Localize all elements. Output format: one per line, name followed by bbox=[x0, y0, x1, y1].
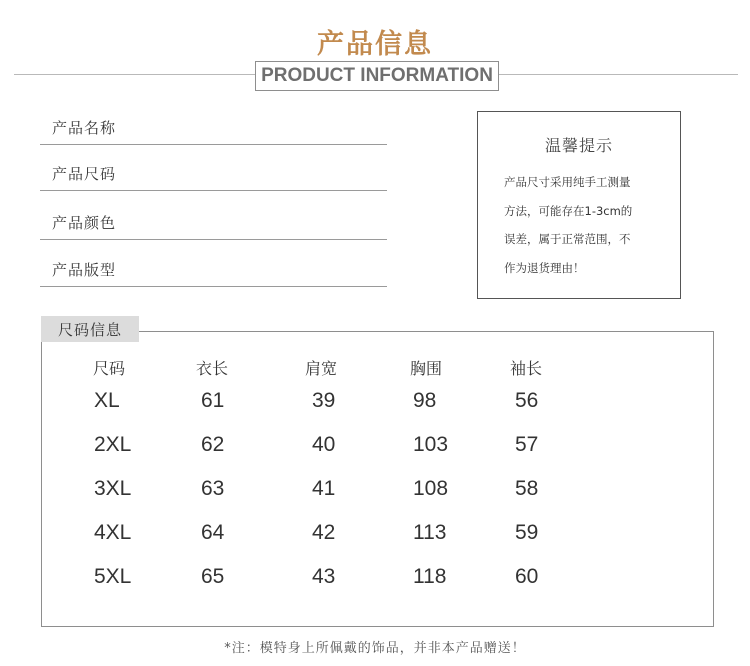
size-table-label: 尺码信息 bbox=[41, 316, 139, 342]
column-header-sleeve: 袖长 bbox=[510, 359, 543, 378]
column-header-length: 衣长 bbox=[196, 359, 229, 378]
table-cell: 56 bbox=[515, 389, 539, 412]
table-cell: 39 bbox=[312, 389, 336, 412]
table-cell: 43 bbox=[312, 565, 336, 588]
tip-line: 产品尺寸采用纯手工测量 bbox=[504, 175, 631, 189]
size-table-top-border bbox=[139, 331, 714, 332]
column-header-shoulder: 肩宽 bbox=[305, 359, 338, 378]
table-cell: 98 bbox=[413, 389, 437, 412]
tip-line: 作为退货理由！ bbox=[504, 261, 585, 275]
field-product-name bbox=[40, 98, 387, 145]
field-label: 产品版型 bbox=[52, 261, 117, 279]
table-cell: 62 bbox=[201, 433, 225, 456]
table-cell: 63 bbox=[201, 477, 225, 500]
table-cell: 57 bbox=[515, 433, 539, 456]
field-product-size bbox=[40, 144, 387, 191]
page-subtitle: PRODUCT INFORMATION bbox=[255, 61, 499, 91]
tip-title: 温馨提示 bbox=[544, 136, 613, 155]
column-header-chest: 胸围 bbox=[410, 359, 443, 378]
table-cell: 40 bbox=[312, 433, 336, 456]
field-label: 产品尺码 bbox=[52, 165, 117, 183]
table-cell: 64 bbox=[201, 521, 225, 544]
page-title: 产品信息 bbox=[317, 29, 433, 60]
table-cell: 60 bbox=[515, 565, 539, 588]
size-table-frame bbox=[41, 331, 714, 627]
table-cell: 41 bbox=[312, 477, 336, 500]
field-label: 产品名称 bbox=[52, 119, 117, 137]
column-header-size: 尺码 bbox=[93, 359, 126, 378]
field-product-color bbox=[40, 193, 387, 240]
table-cell: 65 bbox=[201, 565, 225, 588]
table-cell: 59 bbox=[515, 521, 539, 544]
table-cell: 113 bbox=[413, 521, 447, 544]
field-label: 产品颜色 bbox=[52, 214, 117, 232]
table-cell: 4XL bbox=[94, 521, 132, 544]
table-cell: 108 bbox=[413, 477, 449, 500]
tip-box bbox=[477, 111, 681, 299]
field-product-fit bbox=[40, 240, 387, 287]
table-cell: 42 bbox=[312, 521, 336, 544]
table-cell: 118 bbox=[413, 565, 447, 588]
table-cell: 3XL bbox=[94, 477, 132, 500]
table-cell: 61 bbox=[201, 389, 225, 412]
table-cell: 103 bbox=[413, 433, 449, 456]
table-cell: XL bbox=[94, 389, 120, 412]
table-cell: 2XL bbox=[94, 433, 132, 456]
tip-line: 误差，属于正常范围，不 bbox=[504, 232, 631, 246]
tip-line: 方法，可能存在1-3cm的 bbox=[504, 204, 633, 218]
table-cell: 5XL bbox=[94, 565, 132, 588]
footer-note: *注：模特身上所佩戴的饰品，并非本产品赠送！ bbox=[224, 641, 526, 656]
table-cell: 58 bbox=[515, 477, 539, 500]
